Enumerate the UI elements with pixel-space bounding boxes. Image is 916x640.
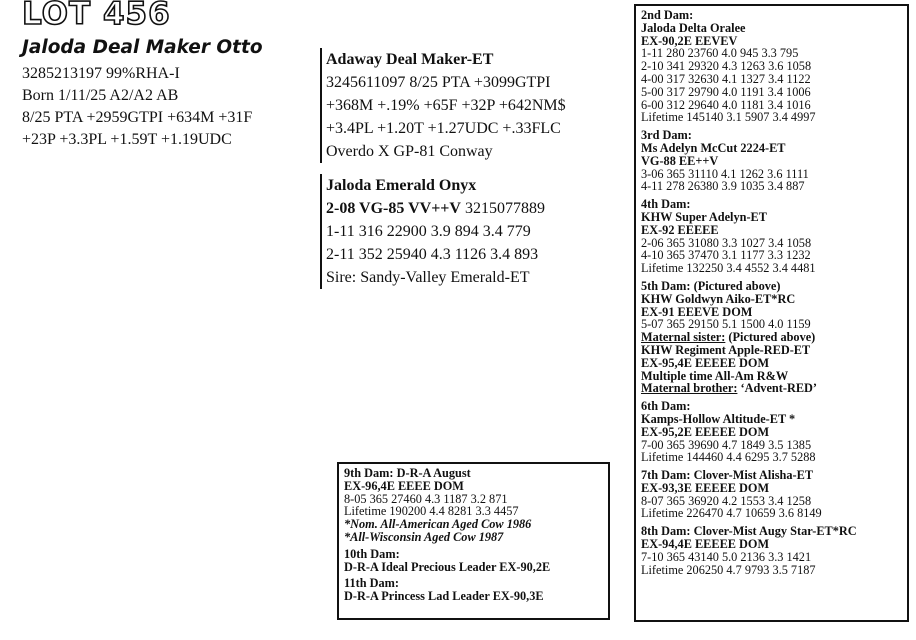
animal-birth-line: Born 1/11/25 A2/A2 AB: [22, 87, 179, 104]
dam-sire-line: Sire: Sandy-Valley Emerald-ET: [326, 269, 530, 286]
classification: EX-95,2E EEEEE DOM: [641, 424, 770, 439]
animal-registration-line: 3285213197 99%RHA-I: [22, 65, 180, 82]
pedigree-box-right: [634, 4, 909, 622]
animal-pta-line-2: +23P +3.3PL +1.59T +1.19UDC: [22, 131, 232, 148]
cow-name: Ms Adelyn McCut 2224-ET: [641, 140, 786, 155]
lifetime-line: Lifetime 190200 4.4 8281 3.3 4457: [344, 504, 519, 519]
award-line: *All-Wisconsin Aged Cow 1987: [344, 529, 504, 544]
record-line: 5-00 317 29790 4.0 1191 3.4 1006: [641, 84, 811, 99]
cow-name: KHW Super Adelyn-ET: [641, 209, 767, 224]
record-line: 4-10 365 37470 3.1 1177 3.3 1232: [641, 248, 811, 263]
record-line: 3-06 365 31110 4.1 1262 3.6 1111: [641, 166, 809, 181]
section-heading: 4th Dam:: [641, 197, 691, 212]
lifetime-line: Lifetime 206250 4.7 9793 3.5 7187: [641, 562, 816, 577]
cow-name: D-R-A Ideal Precious Leader EX-90,2E: [344, 559, 551, 574]
animal-pta-line: 8/25 PTA +2959GTPI +634M +31F: [22, 109, 253, 126]
maternal-sister-label: Maternal sister:: [641, 330, 726, 345]
section-heading: 11th Dam:: [344, 576, 399, 591]
record-line: 8-05 365 27460 4.3 1187 3.2 871: [344, 491, 508, 506]
dam-record-line: 2-11 352 25940 4.3 1126 3.4 893: [326, 246, 539, 263]
sire-line: Overdo X GP-81 Conway: [326, 143, 493, 160]
section-heading: 5th Dam: (Pictured above): [641, 278, 781, 293]
dam-2-section: [641, 9, 902, 124]
dam-5-section: [641, 280, 902, 395]
record-line: 7-10 365 43140 5.0 2136 3.3 1421: [641, 549, 812, 564]
record-line: 2-06 365 31080 3.3 1027 3.4 1058: [641, 235, 812, 250]
maternal-sister-classification: EX-95,4E EEEEE DOM: [641, 355, 770, 370]
section-heading: 7th Dam: Clover-Mist Alisha-ET: [641, 468, 814, 483]
classification: EX-93,3E EEEEE DOM: [641, 480, 770, 495]
animal-info: [22, 63, 252, 151]
section-heading: 3rd Dam:: [641, 128, 692, 143]
classification: EX-91 EEEVE DOM: [641, 304, 753, 319]
sire-line: +368M +.19% +65F +32P +642NM$: [326, 97, 566, 114]
record-line: 1-11 280 23760 4.0 945 3.3 795: [641, 46, 799, 61]
dam-4-section: [641, 198, 902, 275]
maternal-sister-line: [641, 331, 902, 344]
lifetime-line: Lifetime 144460 4.4 6295 3.7 5288: [641, 450, 816, 465]
dam-9-section: [344, 467, 603, 544]
dam-11-section: [344, 577, 603, 603]
pedigree-box-left: [337, 462, 610, 620]
maternal-sister-award: Multiple time All-Am R&W: [641, 368, 789, 383]
record-line: 4-11 278 26380 3.9 1035 3.4 887: [641, 179, 805, 194]
cow-name: D-R-A Princess Lad Leader EX-90,3E: [344, 589, 544, 604]
section-heading: 10th Dam:: [344, 546, 400, 561]
classification: EX-90,2E EEVEV: [641, 33, 738, 48]
parents-column: [320, 48, 620, 289]
maternal-brother-name: ‘Advent-RED’: [737, 381, 818, 396]
dam-record-line: 1-11 316 22900 3.9 894 3.4 779: [326, 223, 531, 240]
maternal-brother-label: Maternal brother:: [641, 381, 738, 396]
record-line: 5-07 365 29150 5.1 1500 4.0 1159: [641, 317, 811, 332]
section-heading: 8th Dam: Clover-Mist Augy Star-ET*RC: [641, 524, 857, 539]
sire-line: +3.4PL +1.20T +1.27UDC +.33FLC: [326, 120, 561, 137]
record-line: 7-00 365 39690 4.7 1849 3.5 1385: [641, 437, 812, 452]
award-line: *Nom. All-American Aged Cow 1986: [344, 517, 532, 532]
classification: EX-94,4E EEEEE DOM: [641, 537, 770, 552]
lifetime-line: Lifetime 145140 3.1 5907 3.4 4997: [641, 110, 816, 125]
dam-3-section: [641, 129, 902, 193]
lot-title: LOT 456: [22, 0, 171, 32]
dam-registration: 3215077889: [460, 200, 545, 217]
dam-score: 2-08 VG-85 VV++V: [326, 200, 461, 217]
record-line: 2-10 341 29320 4.3 1263 3.6 1058: [641, 59, 812, 74]
record-line: 8-07 365 36920 4.2 1553 3.4 1258: [641, 493, 812, 508]
maternal-sister-name: KHW Regiment Apple-RED-ET: [641, 342, 811, 357]
cow-name: Kamps-Hollow Altitude-ET *: [641, 411, 796, 426]
dam-6-section: [641, 400, 902, 464]
classification: EX-92 EEEEE: [641, 222, 719, 237]
sire-block: [320, 48, 620, 163]
cow-name: KHW Goldwyn Aiko-ET*RC: [641, 291, 796, 306]
maternal-brother-line: [641, 382, 902, 395]
lifetime-line: Lifetime 226470 4.7 10659 3.6 8149: [641, 506, 822, 521]
dam-8-section: [641, 525, 902, 576]
animal-name: Jaloda Deal Maker Otto: [22, 37, 263, 58]
dam-10-section: [344, 548, 603, 574]
cow-name: Jaloda Delta Oralee: [641, 20, 746, 35]
sire-name: Adaway Deal Maker-ET: [326, 51, 494, 68]
record-line: 6-00 312 29640 4.0 1181 3.4 1016: [641, 97, 811, 112]
section-heading: 9th Dam: D-R-A August: [344, 466, 471, 480]
record-line: 4-00 317 32630 4.1 1327 3.4 1122: [641, 71, 811, 86]
lifetime-line: Lifetime 132250 3.4 4552 3.4 4481: [641, 261, 816, 276]
dam-name: Jaloda Emerald Onyx: [326, 177, 477, 194]
maternal-sister-note: (Pictured above): [725, 330, 816, 345]
dam-score-line: [326, 197, 620, 220]
dam-7-section: [641, 469, 902, 520]
dam-block: [320, 174, 620, 289]
section-heading: 2nd Dam:: [641, 8, 694, 22]
sire-line: 3245611097 8/25 PTA +3099GTPI: [326, 74, 551, 91]
classification: EX-96,4E EEEE DOM: [344, 478, 464, 493]
classification: VG-88 EE++V: [641, 153, 719, 168]
section-heading: 6th Dam:: [641, 399, 691, 414]
